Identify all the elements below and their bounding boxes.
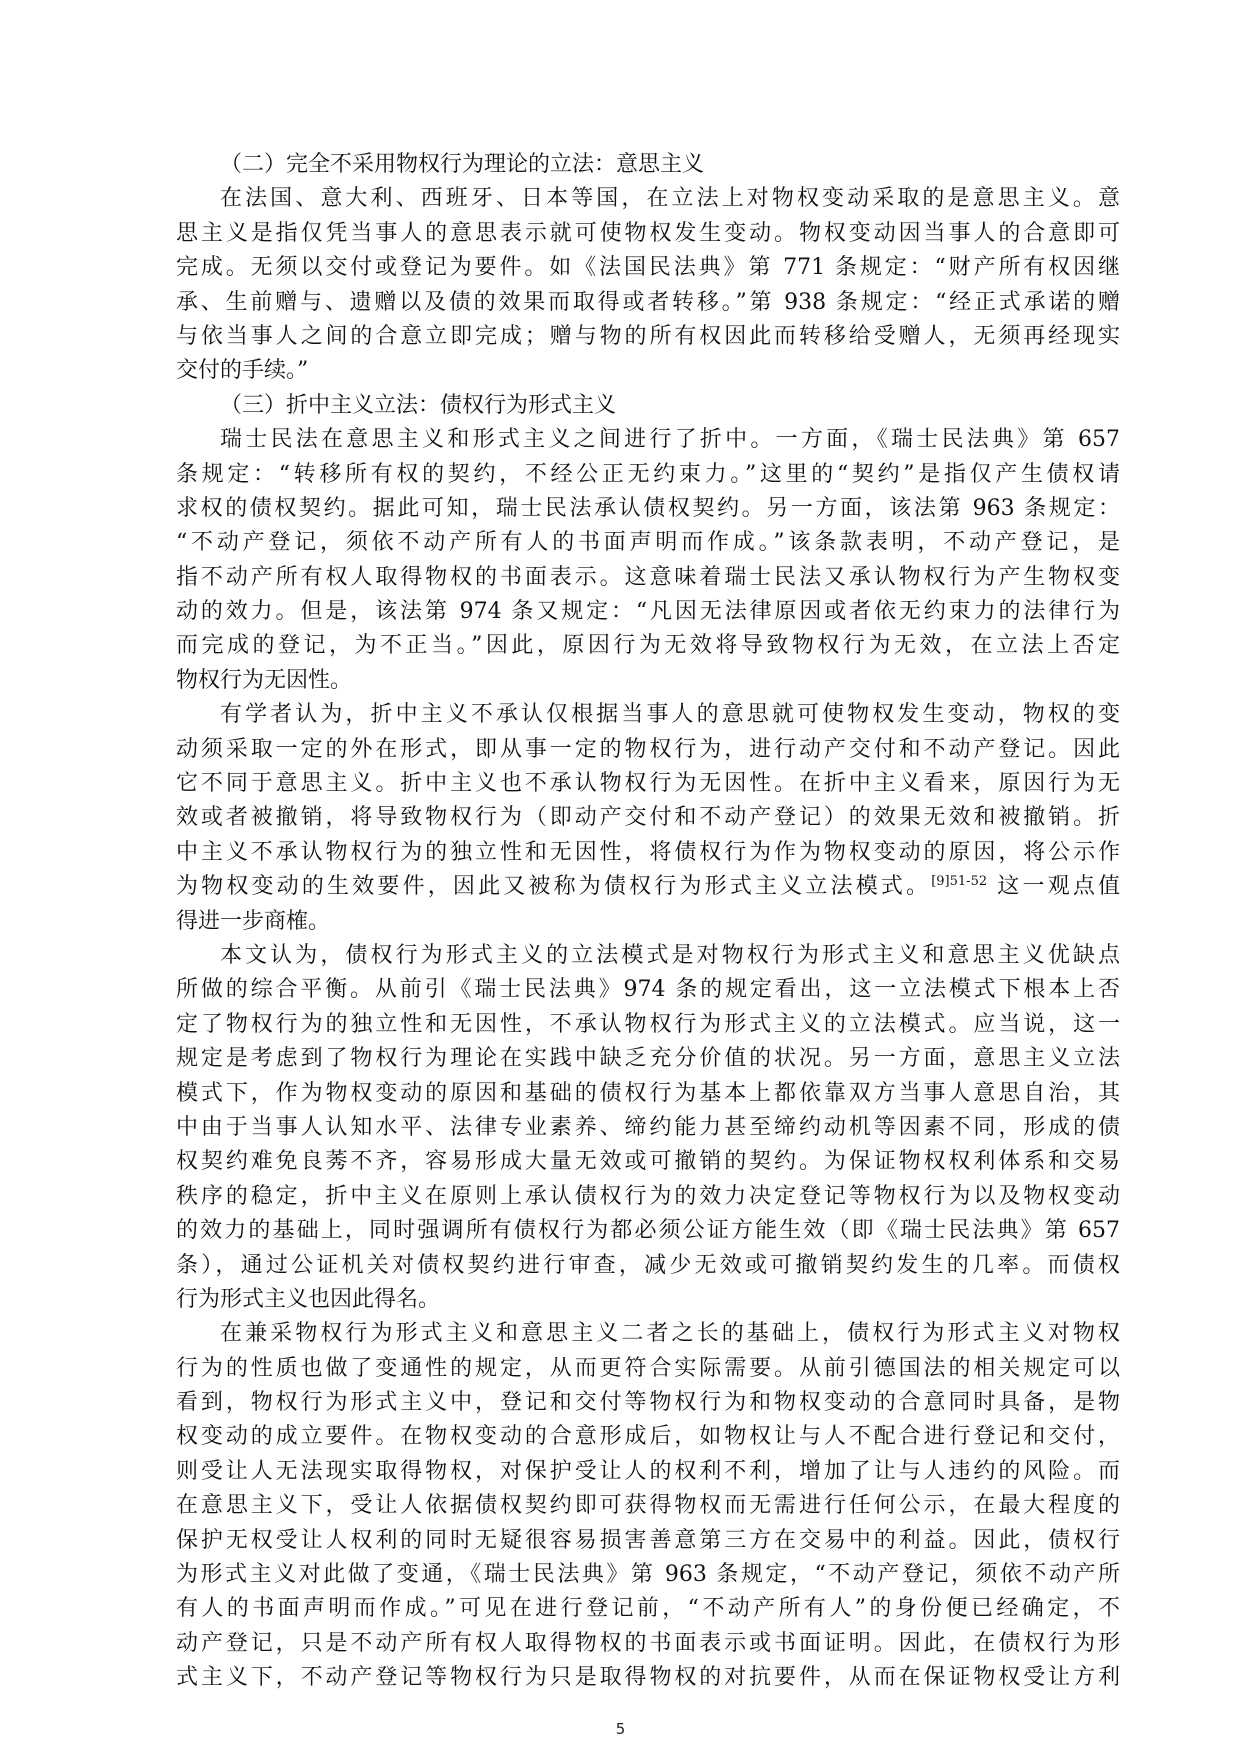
- text-line: 瑞士民法在意思主义和形式主义之间进行了折中。一方面，《瑞士民法典》第 657: [220, 427, 1120, 453]
- text-line: 秩序的稳定，折中主义在原则上承认债权行为的效力决定登记等物权行为以及物权变动: [176, 1183, 1120, 1209]
- text-line: 与依当事人之间的合意立即完成；赠与物的所有权因此而转移给受赠人，无须再经现实: [176, 323, 1120, 349]
- text-line: 得进一步商榷。: [176, 908, 331, 934]
- citation-line-text: 为物权变动的生效要件，因此又被称为债权行为形式主义立法模式。: [176, 874, 932, 900]
- text-line: 行为的性质也做了变通性的规定，从而更符合实际需要。从前引德国法的相关规定可以: [176, 1355, 1120, 1381]
- text-line: 规定是考虑到了物权行为理论在实践中缺乏充分价值的状况。另一方面，意思主义立法: [176, 1046, 1120, 1072]
- text-line: “不动产登记，须依不动产所有人的书面声明而作成。”该条款表明，不动产登记，是: [176, 530, 1120, 556]
- text-line: 则受让人无法现实取得物权，对保护受让人的权利不利，增加了让与人违约的风险。而: [176, 1458, 1120, 1484]
- text-line: 思主义是指仅凭当事人的意思表示就可使物权发生变动。物权变动因当事人的合意即可: [176, 220, 1120, 246]
- text-line: 承、生前赠与、遗赠以及债的效果而取得或者转移。”第 938 条规定：“经正式承诺的赠: [176, 289, 1120, 315]
- page-body: [176, 148, 1120, 1696]
- text-line: 有学者认为，折中主义不承认仅根据当事人的意思就可使物权发生变动，物权的变: [220, 702, 1120, 728]
- text-line: 完成。无须以交付或登记为要件。如《法国民法典》第 771 条规定：“财产所有权因继: [176, 255, 1120, 281]
- text-line: 效或者被撤销，将导致物权行为（即动产交付和不动产登记）的效果无效和被撤销。折: [176, 805, 1120, 831]
- text-line: 所做的综合平衡。从前引《瑞士民法典》974 条的规定看出，这一立法模式下根本上否: [176, 977, 1120, 1003]
- text-line: 模式下，作为物权变动的原因和基础的债权行为基本上都依靠双方当事人意思自治，其: [176, 1080, 1120, 1106]
- text-line: 而完成的登记，为不正当。”因此，原因行为无效将导致物权行为无效，在立法上否定: [176, 633, 1120, 659]
- text-line: 条规定：“转移所有权的契约，不经公正无约束力。”这里的“契约”是指仅产生债权请: [176, 461, 1120, 487]
- text-line: 定了物权行为的独立性和无因性，不承认物权行为形式主义的立法模式。应当说，这一: [176, 1011, 1120, 1037]
- citation-line-tail: 这一观点值: [987, 874, 1120, 900]
- paragraph-s3-p2: [176, 698, 1120, 939]
- citation-reference: [9]51-52: [931, 874, 988, 890]
- text-line: 看到，物权行为形式主义中，登记和交付等物权行为和物权变动的合意同时具备，是物: [176, 1390, 1120, 1416]
- section-heading-3: （三）折中主义立法：债权行为形式主义: [220, 392, 617, 418]
- text-line: 动须采取一定的外在形式，即从事一定的物权行为，进行动产交付和不动产登记。因此: [176, 736, 1120, 762]
- text-line: 在兼采物权行为形式主义和意思主义二者之长的基础上，债权行为形式主义对物权: [220, 1321, 1120, 1347]
- text-line: 在意思主义下，受让人依据债权契约即可获得物权而无需进行任何公示，在最大程度的: [176, 1493, 1120, 1519]
- section-heading-2: （二）完全不采用物权行为理论的立法：意思主义: [220, 152, 705, 177]
- text-line: 动产登记，只是不动产所有权人取得物权的书面表示或书面证明。因此，在债权行为形: [176, 1630, 1120, 1656]
- text-line: 权变动的成立要件。在物权变动的合意形成后，如物权让与人不配合进行登记和交付，: [176, 1424, 1120, 1450]
- text-line: 在法国、意大利、西班牙、日本等国，在立法上对物权变动采取的是意思主义。意: [220, 186, 1120, 212]
- text-line: 求权的债权契约。据此可知，瑞士民法承认债权契约。另一方面，该法第 963 条规定：: [176, 495, 1120, 521]
- text-line: 保护无权受让人权利的同时无疑很容易损害善意第三方在交易中的利益。因此，债权行: [176, 1527, 1120, 1553]
- text-line: 本文认为，债权行为形式主义的立法模式是对物权行为形式主义和意思主义优缺点: [220, 942, 1120, 968]
- paragraph-s3-p1: [176, 423, 1120, 698]
- paragraph-s3-p4: [176, 1317, 1120, 1695]
- text-line-with-citation: [176, 870, 1120, 904]
- text-line: 交付的手续。”: [176, 358, 309, 384]
- text-line: 物权行为无因性。: [176, 667, 353, 693]
- text-line: 条），通过公证机关对债权契约进行审查，减少无效或可撤销契约发生的几率。而债权: [176, 1252, 1120, 1278]
- text-line: 它不同于意思主义。折中主义也不承认物权行为无因性。在折中主义看来，原因行为无: [176, 771, 1120, 797]
- page-number: 5: [615, 1720, 626, 1738]
- paragraph-s3-p3: [176, 939, 1120, 1317]
- text-line: 动的效力。但是，该法第 974 条又规定：“凡因无法律原因或者依无约束力的法律行为: [176, 599, 1120, 625]
- text-line: 权契约难免良莠不齐，容易形成大量无效或可撤销的契约。为保证物权权利体系和交易: [176, 1149, 1120, 1175]
- text-line: 有人的书面声明而作成。”可见在进行登记前，“不动产所有人”的身份便已经确定，不: [176, 1596, 1120, 1622]
- text-line: 式主义下，不动产登记等物权行为只是取得物权的对抗要件，从而在保证物权受让方利: [176, 1665, 1120, 1691]
- text-line: 中主义不承认物权行为的独立性和无因性，将债权行为作为物权变动的原因，将公示作: [176, 839, 1120, 865]
- text-line: 指不动产所有权人取得物权的书面表示。这意味着瑞士民法又承认物权行为产生物权变: [176, 564, 1120, 590]
- text-line: 的效力的基础上，同时强调所有债权行为都必须公证方能生效（即《瑞士民法典》第 657: [176, 1218, 1120, 1244]
- text-line: 中由于当事人认知水平、法律专业素养、缔约能力甚至缔约动机等因素不同，形成的债: [176, 1114, 1120, 1140]
- paragraph-s2-p1: [176, 182, 1120, 388]
- text-line: 行为形式主义也因此得名。: [176, 1286, 441, 1312]
- text-line: 为形式主义对此做了变通，《瑞士民法典》第 963 条规定，“不动产登记，须依不动产所: [176, 1562, 1120, 1588]
